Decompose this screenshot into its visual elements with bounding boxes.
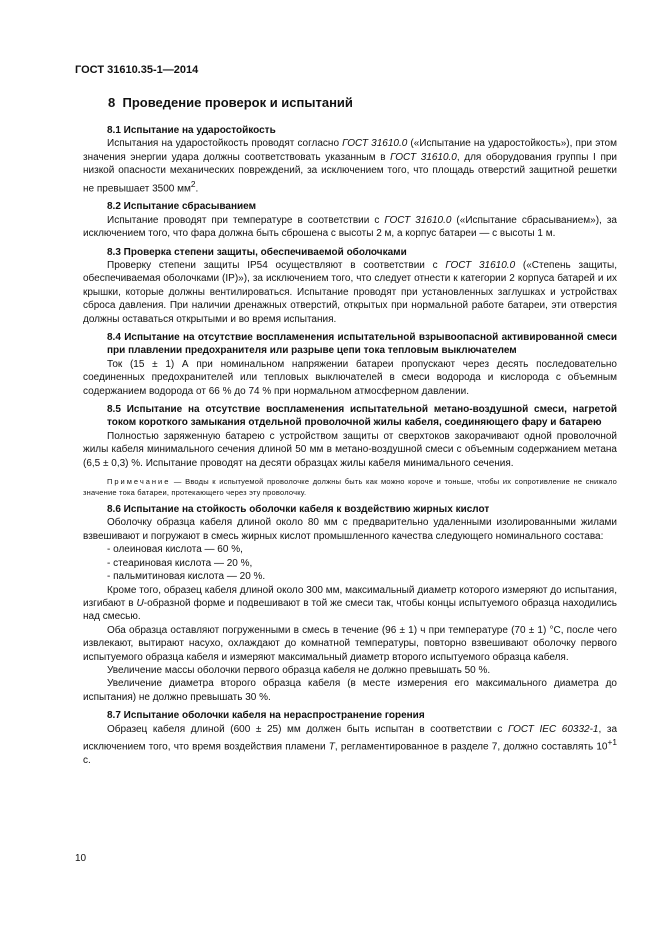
section-number: 8 [108,95,116,110]
subsection-heading-8-6: 8.6 Испытание на стойкость оболочки кабеля к воздействию жирных кислот [107,504,490,516]
subsection-heading-8-7: 8.7 Испытание оболочки кабеля на нераспространение горения [107,710,425,722]
subsection-heading-8-3: 8.3 Проверка степени защиты, обеспечиваемой оболочками [107,246,407,258]
document-header: ГОСТ 31610.35-1—2014 [75,64,199,76]
section-title-text: Проведение проверок и испытаний [122,95,353,110]
paragraph-8-5: Полностью заряженную батарею с устройством защиты от сверхтоков закорачивают одной проволочной жилы кабеля минимального сечения длиной 50 мм в метано-воздушной смеси с объемным содержанием метана (6,5 ± 0,3) %. Испытание проводят на десяти образцах жилы кабеля минимального сечения. [83,430,617,469]
standard-reference: ГОСТ 31610.0 [445,259,516,271]
paragraph-8-6-4: Увеличение массы оболочки первого образца кабеля не должно превышать 50 %. [107,664,491,676]
paragraph-8-6-5: Увеличение диаметра второго образца кабеля (в месте измерения его максимального диаметра до испытания) не должно превышать 30 %. [83,678,617,703]
document-body [83,124,617,767]
note [83,476,617,498]
note-label: Примечание [107,477,171,487]
paragraph-8-6-3: Оба образца оставляют погруженными в смесь в течение (96 ± 1) ч при температуре (70 ± 1) °С, после чего извлекают, вытирают насухо, охлаждают до комнатной температуры, повторно взвешивают оболочку первого испытуемого образца кабеля и измеряют максимальный диаметр второго испытуемого образца кабеля. [83,624,617,663]
list-item: - стеариновая кислота — 20 %, [107,557,253,569]
paragraph-8-3: Проверку степени защиты IP54 осуществляют в соответствии с ГОСТ 31610.0 («Степень защиты, обеспечиваемая оболочками (IP)»), за исключением того, что следует отнести к категории 2 корпуса батарей и их крышки, которые должны вентилироваться. Испытание проводят при установленных заглушках и устройствах сброса давления. При наличии дренажных отверстий, открытых при нормальной работе батареи, эти отверстия должны оставаться открытыми и во время испытания. [83,259,617,325]
paragraph-8-2: Испытание проводят при температуре в соответствии с ГОСТ 31610.0 («Испытание сбрасыванием»), за исключением того, что фара должна быть сброшена с высоты 2 м, а корпус батареи — с высоты 1 м. [83,214,617,240]
standard-reference: ГОСТ IEC 60332-1 [508,723,599,735]
standard-reference: ГОСТ 31610.0 [390,151,457,163]
list-item: - пальмитиновая кислота — 20 %. [107,571,266,583]
standard-reference: ГОСТ 31610.0 [384,214,452,226]
paragraph-8-4: Ток (15 ± 1) А при номинальном напряжении батареи пропускают через десять последовательно соединенных предохранителей или тепловых выключателей в смеси водорода и кислорода с объемным содержанием водорода от 66 % до 74 % при нормальном атмосферном давлении. [83,358,617,397]
paragraph-8-1: Испытания на ударостойкость проводят согласно ГОСТ 31610.0 («Испытание на ударостойкость»), при этом значения энергии удара должны соответствовать указанным в ГОСТ 31610.0, для оборудования группы I при низкой опасности механических повреждений, за исключением того, что площадь отверстий защитной решетки не превышает 3500 $мм^2$. [83,138,618,194]
paragraph-8-6-1: Оболочку образца кабеля длиной около 80 мм с предварительно удаленными изолированными жилами взвешивают и погружают в смесь жирных кислот промышленного качества следующего номинального состава: [83,517,617,542]
subsection-heading-8-5: 8.5 Испытание на отсутствие воспламенения испытательной метано-воздушной смеси, нагретой током короткого замыкания отдельной проволочной жилы кабеля, соединяющего фару и батарею [107,404,617,429]
subsection-heading-8-1: 8.1 Испытание на ударостойкость [107,125,276,136]
subsection-heading-8-2: 8.2 Испытание сбрасыванием [107,201,256,213]
paragraph-8-7: Образец кабеля длиной (600 ± 25) мм должен быть испытан в соответствии с ГОСТ IEC 60332-1, за исключением того, что время воздействия пламени T, регламентированное в разделе 7, должно составлять $10^{+1}$ с. [83,723,618,766]
section-title [108,95,353,110]
list-item: - олеиновая кислота — 60 %, [107,544,243,556]
paragraph-8-6-2: Кроме того, образец кабеля длиной около 300 мм, максимальный диаметр которого измеряют до испытания, изгибают в U-образной форме и подвешивают в той же смеси так, чтобы концы испытуемого образца находились над смесью. [83,584,617,623]
standard-reference: ГОСТ 31610.0 [342,138,408,150]
note-text: — Вводы к испытуемой проволочке должны быть как можно короче и тоньше, чтобы их сопротивление не снижало значение тока батареи, протекающего через эту проволочку. [83,477,617,498]
subsection-heading-8-4: 8.4 Испытание на отсутствие воспламенения испытательной взрывоопасной активированной смеси при плавлении предохранителя или разрыве цепи тока тепловым выключателем [107,332,617,357]
page-number: 10 [75,853,87,864]
